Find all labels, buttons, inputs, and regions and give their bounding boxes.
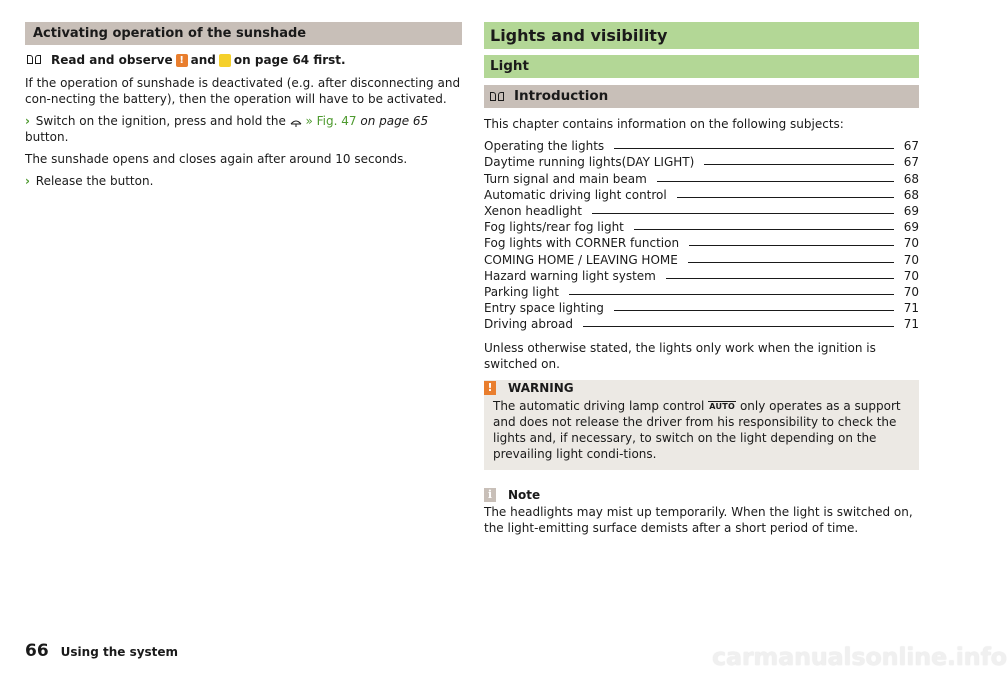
paragraph-deactivated: If the operation of sunshade is deactivated (e.g. after disconnecting and con-necting the battery), then the operation will have to be activated.	[25, 76, 461, 106]
fig-reference-link[interactable]: » Fig. 47	[305, 114, 357, 128]
note-ref-icon[interactable]	[219, 54, 231, 67]
toc-entry-title: Daytime running lights(DAY LIGHT)	[484, 155, 695, 170]
toc-entry-title: Fog lights/rear fog light	[484, 220, 624, 235]
toc-entry-page: 71	[903, 317, 919, 332]
unless-text: Unless otherwise stated, the lights only work when the ignition is switched on.	[484, 341, 876, 372]
footer-title: Using the system	[60, 645, 179, 659]
toc-entry-page: 71	[903, 301, 919, 316]
intro-text: This chapter contains information on the following subjects:	[484, 117, 844, 131]
toc-entry[interactable]	[484, 203, 919, 219]
toc-leader-line	[689, 245, 894, 246]
toc-entry-page: 68	[903, 171, 919, 186]
toc-entry-title: Xenon headlight	[484, 203, 582, 218]
read-observe-mid: and	[190, 53, 216, 67]
chapter-heading: Lights and visibility	[484, 22, 919, 49]
step-arrow-icon: ›	[25, 114, 30, 128]
toc-entry-page: 70	[903, 236, 919, 251]
warning-icon: !	[484, 381, 496, 395]
info-icon: i	[484, 488, 496, 502]
toc-entry-title: Parking light	[484, 284, 559, 299]
toc-entry-title: COMING HOME / LEAVING HOME	[484, 252, 678, 267]
warning-text-b: only operates as a support and does not release the driver from his responsibility to check the lights and, if necessary, to switch on the light depending on the prevailing light condi-tions.	[493, 399, 901, 462]
toc-leader-line	[634, 229, 894, 230]
toc-entry[interactable]	[484, 170, 919, 186]
toc-entry[interactable]	[484, 284, 919, 300]
warning-box	[484, 380, 919, 470]
table-of-contents	[484, 138, 919, 332]
warning-label: WARNING	[508, 380, 574, 395]
toc-entry-title: Fog lights with CORNER function	[484, 236, 680, 251]
toc-entry-title: Hazard warning light system	[484, 268, 656, 283]
warning-body	[484, 395, 919, 470]
step-arrow-icon: ›	[25, 174, 30, 188]
toc-entry-page: 70	[903, 284, 919, 299]
step1-suffix: button.	[25, 130, 69, 144]
paragraph-opens-closes: The sunshade opens and closes again after around 10 seconds.	[25, 152, 408, 166]
toc-entry-title: Driving abroad	[484, 317, 573, 332]
step-release	[25, 173, 462, 189]
toc-entry-page: 68	[903, 187, 919, 202]
toc-entry[interactable]	[484, 219, 919, 235]
toc-leader-line	[704, 164, 893, 165]
read-observe-prefix: Read and observe	[51, 53, 173, 67]
toc-entry-title: Operating the lights	[484, 139, 605, 154]
subsection-heading-introduction	[484, 85, 919, 108]
toc-leader-line	[688, 262, 894, 263]
book-icon	[490, 92, 504, 102]
warning-ref-icon[interactable]: !	[176, 54, 188, 67]
section-heading-light: Light	[484, 55, 919, 78]
toc-leader-line	[583, 326, 894, 327]
toc-entry-page: 69	[903, 203, 919, 218]
toc-entry[interactable]	[484, 138, 919, 154]
toc-entry[interactable]	[484, 251, 919, 267]
toc-leader-line	[657, 181, 894, 182]
toc-leader-line	[592, 213, 894, 214]
read-observe-suffix: on page 64 first.	[233, 53, 346, 67]
page-footer	[25, 641, 178, 661]
note-text: The headlights may mist up temporarily. When the light is switched on, the light-emitting surface demists after a short period of time.	[484, 505, 913, 536]
toc-entry-title: Turn signal and main beam	[484, 171, 647, 186]
page-reference: on page 65	[360, 114, 429, 128]
warning-text-a: The automatic driving lamp control	[493, 399, 705, 414]
toc-leader-line	[614, 310, 894, 311]
read-observe-line	[25, 53, 462, 67]
toc-entry-page: 67	[903, 139, 919, 154]
toc-entry[interactable]	[484, 154, 919, 170]
toc-leader-line	[569, 294, 894, 295]
toc-leader-line	[614, 148, 894, 149]
note-label: Note	[508, 488, 541, 503]
section-heading-sunshade: Activating operation of the sunshade	[25, 22, 462, 45]
step2-text: Release the button.	[35, 174, 154, 188]
toc-entry-title: Entry space lighting	[484, 301, 604, 316]
toc-entry-title: Automatic driving light control	[484, 187, 667, 202]
subsection-label: Introduction	[514, 88, 609, 104]
toc-leader-line	[666, 278, 894, 279]
toc-leader-line	[677, 197, 894, 198]
toc-entry-page: 69	[903, 220, 919, 235]
toc-entry-page: 70	[903, 252, 919, 267]
toc-entry[interactable]	[484, 316, 919, 332]
note-header	[484, 488, 919, 502]
toc-entry[interactable]	[484, 187, 919, 203]
book-icon	[27, 55, 41, 65]
warning-header	[484, 380, 919, 395]
page-number: 66	[25, 641, 49, 661]
sunshade-button-icon	[290, 117, 302, 127]
toc-entry-page: 70	[903, 268, 919, 283]
right-column	[484, 22, 919, 536]
toc-entry[interactable]	[484, 235, 919, 251]
step1-text: Switch on the ignition, press and hold the	[35, 114, 286, 128]
toc-entry[interactable]	[484, 300, 919, 316]
toc-entry[interactable]	[484, 268, 919, 284]
toc-entry-page: 67	[903, 155, 919, 170]
watermark: carmanualsonline.info	[712, 643, 1007, 671]
left-column	[25, 22, 462, 189]
auto-light-icon: AUTO	[709, 402, 736, 412]
step-switch-on	[25, 113, 462, 145]
